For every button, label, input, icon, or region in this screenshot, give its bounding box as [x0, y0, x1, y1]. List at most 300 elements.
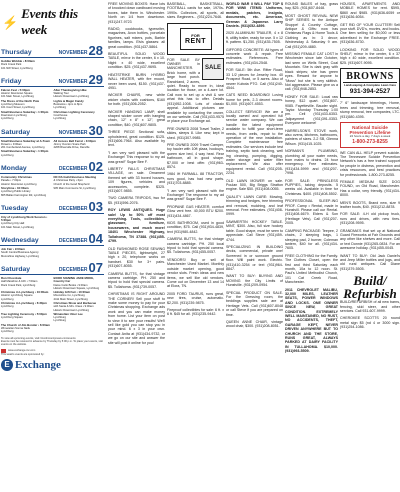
classified-ad[interactable]: [226, 110, 283, 176]
event-venue: Lynchburg: [1, 305, 14, 309]
event-item[interactable]: [1, 89, 51, 99]
classified-ad-text: 1984 IH FARMALL 88 TRACTOR, runs good, has had new parts. (931)703-8885.: [167, 172, 224, 186]
classified-ad-text: LOOKING FOR SOLID WOOD SHELF, mirror in the center, 6 x 37 high x 40 wide, excellent condition. $25. (931)607-9095.: [340, 47, 400, 65]
classified-ad-text: THREE PIECE Sectional sofa, upholstered, great condition. $125. (931)606-7964. Also available by text.: [108, 130, 165, 148]
classified-ad-text: GET RID OF YOUR CLUTTER! Sell your stuff. DVD's, movies, and books. One item selling for $0,000 or less advertised in the Exchange FREE. (931)636-8730.: [340, 22, 400, 45]
classified-ad-text: CHRISTMAS IS RIGHT AROUND THE CORNER! Sell your stuff to make some money to pay for your Christmas shopping. Exchange ads work and you can make money from home. List your item on post to view it to see your results! We'll sell like gold you can stop you in your mind. 6 x 3 in your own. Contact Anita at (931)434-9732, or we go on our site and answer the site will post it online for you!: [108, 292, 165, 345]
event-address: Historic Downtown Square, Lynchburg: [53, 286, 100, 290]
classified-ad-text: SPECIAL PRODUCT ON SALE. For the Dressing room, the beddings supplies sale are at Heritage Vets. Call (931)607-8048 or call Steve if you are prepared on time.: [226, 290, 283, 317]
events-title: Events this week: [21, 6, 78, 37]
classified-ad[interactable]: [340, 212, 400, 225]
event-title: Small Business Saturday at A-Town: [1, 138, 50, 143]
day-date: [58, 198, 103, 214]
site-icon: [1, 349, 6, 353]
event-address: 101 Court Street, Lynchburg: [1, 106, 35, 110]
event-item[interactable]: [1, 302, 51, 312]
classified-ad-text: SAWMERTIN HOCKEY TABLE. MINT, $300. Also, full size hockey table. Good shape, must be seen to appreciate. Call Steve (931)459-4744.: [226, 219, 283, 242]
events-panel: [0, 0, 104, 492]
build-line-1: Build/: [353, 273, 387, 289]
event-item[interactable]: [1, 140, 51, 150]
classified-ad-text: MISSING FEMALE CAT LOST in Winchester since late October, last seen on Wells Street, Coal Mountain. She is dark gray with black stripes; she has green eyes. Reward for anyone to "Moss" but she is very skittish. Not aggressive. Please give us a call. (931)948-2853.: [285, 52, 338, 92]
classified-ad[interactable]: [226, 245, 283, 271]
day-number: 03: [88, 198, 103, 214]
event-item[interactable]: [54, 140, 104, 150]
classified-ad[interactable]: [285, 95, 338, 126]
classified-ad[interactable]: [340, 48, 400, 66]
classified-ad[interactable]: [285, 254, 338, 285]
event-address: Historic Downtown Lynchburg: [53, 95, 89, 99]
classified-ad[interactable]: [167, 127, 224, 140]
event-item[interactable]: [1, 111, 51, 121]
day-number: 02: [88, 159, 103, 175]
event-venue: Lynchburg Public Library: [1, 190, 31, 194]
day-date: [58, 122, 103, 138]
day-date: [59, 45, 103, 56]
classified-ad[interactable]: [108, 27, 165, 49]
event-venue: with Santa & Mrs. Claus • 9:00am: [53, 305, 94, 309]
day-header: [0, 259, 104, 275]
classified-ad[interactable]: [108, 247, 165, 269]
classified-ad[interactable]: [340, 101, 400, 119]
site-link[interactable]: www.exchange-inc.com: [8, 348, 36, 352]
day-number: 04: [88, 231, 103, 247]
classified-ad[interactable]: [285, 129, 338, 147]
event-item[interactable]: [54, 313, 104, 323]
event-title: Christmas in Lynchburg • 6:30pm: [1, 300, 47, 305]
classified-ad[interactable]: [226, 2, 283, 28]
classified-ad[interactable]: [167, 172, 224, 185]
classified-ad[interactable]: [108, 73, 165, 91]
event-grid: [0, 138, 104, 157]
classified-ad-text: 2020 ALUMINUM TRAILER, 4 x 8 ft, utility trailer, ready for use. 5 x 12 ft. pattern. $1,250. (931)435-7505.: [226, 31, 283, 45]
event-title: After Thanksgiving Hike: [53, 87, 87, 92]
classified-ad-text: WICKER CHAIRS, new white wicker chairs with cushions, $160 for both. (931)306-2052.: [108, 93, 165, 107]
day-month: DECEMBER: [58, 238, 88, 245]
event-venue: Historic Downtown Square: [1, 92, 33, 96]
day-name: Thursday: [1, 49, 32, 56]
day-header: [0, 71, 104, 87]
classified-ad-text: FREE MOVING BOXES: Have lots of knocked down cardboard moving boxes, take them in. Winchester. North on 1/4 from downtown. (931)247-9723: [108, 2, 165, 24]
event-day: [0, 233, 104, 258]
classified-ad[interactable]: [226, 195, 283, 217]
event-grid: [0, 214, 104, 229]
event-address: 201 Cumberland Avenue, Lynchburg: [1, 146, 45, 150]
event-venue: Lynchburg Square: [1, 316, 23, 320]
classified-ad-text: MEN'S BOOTS, Brand new, size 9 leather boots, $40. (931)212-8878.: [340, 200, 400, 209]
event-title: Small Business Saturday • 1:00pm: [1, 109, 49, 114]
classified-ad-text: BUILD/REFURBISH of all new barns, fencing, skid steer, and other services. Call 931-607-9999.: [340, 300, 400, 314]
event-title: Lights & Magic Candy: [53, 98, 84, 103]
event-title: Christmas Show and Barbecue: [53, 300, 97, 305]
classified-ad-text: PROPANE GAS HEATER, comfort Glow vent free. 40,000 BTU $200. (931)434-4867.: [167, 204, 224, 218]
event-venue: Lynchburg: [53, 316, 66, 320]
classified-ad-text: CATS NEED BOARDING! Loving home for pets, 2-3 decent rooms. $1,000. (931)607-4553.: [226, 93, 283, 107]
event-title: NC DA Guild Business Meeting: [53, 175, 97, 180]
day-date: [58, 159, 103, 175]
events-header: [0, 0, 104, 41]
day-header: [0, 161, 104, 174]
classified-column-5: [340, 2, 400, 490]
event-address: 101 Main Street, Lynchburg: [1, 225, 34, 229]
event-title: Run Chocolate: [1, 275, 22, 280]
classified-ad-text: SPECIALIZING IN BUILDING decks, commercial, private one! Screened in or sunroom ground floor. Will paint work. Electric. (931)410-3254 or text (931)964-8847.: [226, 244, 283, 271]
event-item[interactable]: [1, 313, 51, 323]
exchange-logo: [0, 359, 104, 371]
rent-label: RENT: [184, 37, 207, 45]
classified-ad-text: WANT TO BUY: Old Jack Daniel's and Jeep Miller bottles and jugs, and old rural antiques. Call Diane (931)379-5505.: [340, 253, 400, 271]
event-title: BOOK SIGNING JADE MOKE, Country Car: [53, 275, 94, 284]
suicide-prevention-ad[interactable]: [340, 122, 400, 148]
classified-ad[interactable]: [226, 48, 283, 66]
event-address: Lynchburg: [1, 330, 14, 334]
classified-ad[interactable]: [167, 258, 224, 289]
event-address: Lynchburg: [1, 117, 14, 121]
event-item[interactable]: [1, 277, 51, 290]
classified-ad[interactable]: [340, 229, 400, 251]
classified-ad-text: WE CAN ALL HELP prevent suicide. The Tennessee Suicide Prevention Network's has a free trained support for people in distress, prevention and crisis resources, and best practices for professionals. 1-800-273-8255.: [340, 150, 400, 177]
classified-ad[interactable]: [108, 93, 165, 106]
classified-ad-text: NORMAN'S PLUMBING, plumbing all your water needs, from mains to drains. 24 hour emergency. Free estimates. (931)434-5999 and (931)207-7998.: [285, 149, 338, 176]
browns-phone: 931-394-2527: [349, 88, 391, 96]
event-address: 905 Main Commerce St, Lynchburg: [53, 186, 96, 190]
event-day: [0, 122, 104, 157]
classified-ad[interactable]: [285, 2, 338, 11]
classified-ad[interactable]: [108, 196, 165, 205]
classified-ad-text: ROY LEWIS ANTIQUES. Huge sale! Up to 50% off most everything. Tools, collectibles, glassware, furniture, housewares, and much more! 18401 Winchester Highway, Tullahoma, TN 37388. (931)455-4799.: [108, 208, 165, 244]
classified-ad[interactable]: [108, 2, 165, 24]
classified-ad-text: HOUSES, APARTMENTS AND MOBILE HOMES for rent. $595, $860 and $985. (931)636-6059 or (931)636-6054.: [340, 2, 400, 20]
classified-ad-text: PRE OWNED 2009 Travel Camper, toy hauler with 10ft plaza, hookups, queen size bed, 4 way heat. Rear bathroom, all in good shape. $7,000 or best offer. (931)963-8574.: [167, 142, 224, 169]
classified-ad-text: CHEROKEE SCOTTS 20 round metal sign $5 (nd 4 or 3000 sign. (931)254-1086.: [340, 316, 400, 330]
event-venue: Lynchburg Museum: [1, 103, 25, 107]
classified-ad-text: QUALITY LAWN CARE: Mowing, trimming and hedges, tree trimming and removal, mulching, and leaf removal. Free estimates. (931)408-0999.: [226, 194, 283, 217]
build-line-2: Refurbish: [343, 286, 397, 302]
event-item[interactable]: [1, 60, 51, 70]
day-name: Saturday: [1, 128, 31, 136]
classified-ad-text: Fireproof collectibles for sale: 6 ft. x 6 ft. $45 for all. (931)235-9442.: [167, 307, 224, 317]
day-date: [58, 259, 103, 275]
classified-ad[interactable]: [285, 199, 338, 225]
sponsor-note: This week's events are sponsored by:: [1, 352, 45, 356]
exchange-logo-text: Exchange: [15, 358, 61, 371]
day-number: 07: [88, 259, 103, 275]
event-grid: [0, 58, 104, 70]
classified-ad-text: CAMPING PACKAGE: Teepee, 2 chairs, 2 sleeping bags, 1 sleeping pad, 2 burner, Coleman lantern, $40 for all. (931)434-7605.: [285, 228, 338, 251]
classified-ad[interactable]: [226, 179, 283, 192]
classified-ad[interactable]: [108, 208, 165, 243]
for-rent-sign: [180, 28, 212, 50]
classified-ad[interactable]: [167, 237, 224, 255]
classified-ad[interactable]: [226, 320, 283, 329]
event-venue: & Christmas Party • 6pm: [53, 179, 83, 183]
event-title: All Access Bell Ferret • 3:00pm: [53, 138, 96, 143]
event-grid: [0, 174, 104, 197]
event-venue: Downtown Lynchburg: [1, 113, 27, 117]
day-name: Saturday: [1, 265, 31, 273]
browns-subtitle: Landscaping & Complete Lawn Care: [343, 83, 396, 88]
footer-line-1[interactable]: To view all upcoming events, visit: lincolncountynews.com/events: [1, 336, 76, 340]
event-venue: Lynchburg City Hall: [1, 222, 25, 226]
event-title: Storytime • 10:00am: [1, 185, 29, 190]
event-item[interactable]: [1, 216, 51, 229]
event-address: Lynchburg: [1, 297, 14, 301]
event-address: Rock Creek Park, Lynchburg: [1, 283, 36, 287]
event-title: Tree Lighting Ceremony • 5:00pm: [1, 311, 47, 316]
classified-ad[interactable]: [226, 31, 283, 44]
event-title: Holiday Gift Fair • 10:00am: [53, 290, 91, 295]
classified-ad[interactable]: [108, 167, 165, 193]
event-venue: Rock Creek Park: [1, 63, 22, 67]
event-grid: [0, 246, 104, 258]
event-venue: Walking Tour: [53, 92, 69, 96]
event-item[interactable]: [54, 111, 104, 121]
classified-ad-text: WANT TO BUY: BUYING AND MOVING the City Limits of Hunstville. (931)209-0954.: [226, 274, 283, 288]
classified-ad[interactable]: [226, 93, 283, 106]
event-address: 805 Ballan Farmington Rd, Lynchburg: [1, 193, 47, 197]
day-name: Friday: [1, 77, 22, 85]
day-header: [0, 233, 104, 246]
classified-ad-text: ROUND BALES of hay, grass hay, $25. (931)607-8448.: [285, 2, 338, 11]
classified-ad-text: PRE OWNED 2008 Travel Trailer, 2 slides, sleeps 8. Like new, kept in shed. (931)307-9985.: [167, 126, 224, 140]
event-item[interactable]: [1, 100, 51, 110]
day-number: 28: [88, 43, 103, 58]
exchange-logo-icon: E: [1, 359, 13, 371]
classified-ad[interactable]: [108, 151, 165, 164]
classified-ad[interactable]: [167, 143, 224, 169]
classified-ad[interactable]: [340, 300, 400, 313]
classified-ad-text: COLLECT SERVICE! We are a locally owned and operated full service water company. We can handle the latest equipment available to fulfill your short-term needs, from wells, repair to the operation of the new installation. Complete maintenance free estimates. Our services include test training, septic tank cleaning, well ing cleaning, pumping, digging, water storage and water filter replacement. We also offer equipment rental. Call (931)205-2234.: [226, 109, 283, 176]
days-list: [0, 45, 104, 334]
event-venue: Half Marathon & 10K • 7:00am: [1, 280, 38, 284]
event-venue: Dame Carlo Books • 9:00am: [53, 283, 88, 287]
classified-ad[interactable]: [167, 292, 224, 305]
day-number: 29: [88, 71, 103, 87]
classified-ad-text: 7' 6" landscape trimmings, Home, trees and trimming, tree removal, stump removal, tree companies, LTC. (931)580-4395.: [340, 101, 400, 119]
events-footer: [0, 337, 104, 356]
browns-ad[interactable]: [340, 68, 400, 98]
event-title: Small Business Saturday • 1:00pm: [1, 149, 49, 154]
classified-ad[interactable]: [108, 52, 165, 70]
event-address: 101 Main Street, Lynchburg: [1, 95, 34, 99]
event-title: Christmas in Lynchburg • 10:00am: [1, 290, 49, 295]
classified-column-4: [285, 2, 338, 490]
event-item[interactable]: [54, 291, 104, 301]
event-item[interactable]: [1, 150, 51, 157]
classified-ad-text: 2011 CHEVROLET MALIBU, 32,000 MILES, LEATHER SEATS, POWER WINDOWS AND LOCKS. ONE OWNER SINCE NEW, GREAT CONDITION. EXTREMELY WELL MAINTAINED, NO RUST, NO ACCIDENTS, THEFT, GARAGE KEPT, NEVER DRIVEN ANYWHERE BUT TO CHURCH AND THE STORE, RUNS GREAT, ALWAYS PARKED AT DAIRY FACILITY IN TULLAHOMA. $10,000. (931)993-5509.: [285, 287, 338, 354]
classified-ad[interactable]: [285, 288, 338, 354]
event-venue: South Central Business Agency: [1, 251, 39, 255]
day-month: NOVEMBER: [58, 78, 88, 85]
classified-ad-text: PROFESSIONAL SLEEP-ING PROF. Camp • Rental, made in Hunstvill. Please call our Rental. (931)408-6679. Elders & Son (Heritage Vets), Call (931)207-2005.: [285, 199, 338, 226]
classified-ad-text: GIFFORD CONCRETE: All types of concrete work & repair. Free estimates. References. Free estimates. (931)434-2548.: [226, 47, 283, 65]
day-name: Monday: [1, 165, 27, 173]
event-address: 101 NW Street, Lynchburg: [1, 66, 33, 70]
classified-ad[interactable]: [167, 58, 224, 124]
classified-ad-text: OLD LAWN MOWER on sale. Poulan 500, Big Briggs Stratton engine. Sale $50. (931)408-0055.: [226, 178, 283, 192]
classified-column-2: [167, 2, 224, 490]
event-address: Historic Downtown Lynchburg: [1, 182, 37, 186]
event-item[interactable]: [54, 248, 104, 258]
classified-ad-text: VENDORS! Buy or sell at Manchester Used Market. Monthly outside market opening, good vendor slots. Fresh ideas and new items, we sell like old vendors. Come out on December 13 and 14 at Elora, TN.: [167, 257, 224, 289]
browns-name: BROWNS: [343, 71, 397, 83]
classified-ad[interactable]: [340, 23, 400, 45]
event-address: 4411 Main Street, Lynchburg: [53, 297, 88, 301]
footer-line-2: Events must be received in advance by Thursday by 5:00 p.m. To place your events, visit events on the website.: [1, 339, 103, 347]
day-date: [58, 71, 103, 87]
classified-ad[interactable]: [285, 149, 338, 175]
event-day: [0, 259, 104, 334]
classified-ad[interactable]: [226, 68, 283, 90]
event-title: Job Fair • 9:00am: [1, 247, 25, 252]
classified-ad-text: CAMERA BUTTS, for that vintage camera cartridge. PH. 250 and tripod to hold that special camera. $5. Tullahoma. (931)739-0057.: [108, 271, 165, 289]
classified-ad[interactable]: [108, 292, 165, 345]
classified-ad[interactable]: [167, 2, 224, 20]
event-item[interactable]: [54, 277, 104, 290]
event-day: [0, 71, 104, 121]
event-address: Lynchburg: [53, 319, 66, 323]
day-month: NOVEMBER: [58, 129, 88, 136]
event-item[interactable]: [54, 216, 104, 229]
event-item[interactable]: [54, 187, 104, 197]
classified-ad-text: BASEBALL, BASKETBALL, FOOTBALL cards for sale, 1970s-1990s. Collectors, all sports, all sizes. Beginners... (931)224-7646.: [167, 2, 224, 20]
event-item[interactable]: [54, 176, 104, 186]
event-grid: [0, 87, 104, 121]
classified-ad-text: HARRELSON'S STOVE work, also ovens, kitchens, bathrooms, painters of sizes. 2-2 SB, Glenna Wilson. (931)415-1025.: [285, 128, 338, 146]
classified-ad-text: WORLD WAR II WILL PAY TOP $ FOR WWII ITEMS: Uniforms, medals, patches, insignia, documents, etc. American, German & Japanese. Larry Daniels. (931)652-4899.: [226, 2, 283, 29]
day-name: Wednesday: [1, 237, 39, 245]
classified-ad[interactable]: [108, 130, 165, 148]
event-item[interactable]: [1, 176, 51, 186]
day-number: 30: [88, 122, 103, 138]
classified-ad[interactable]: [340, 2, 400, 20]
classified-ad-text: QUEEN ANNE CHAIR, vintage wood chair, $300. (931)208-8051.: [226, 320, 283, 329]
classified-ad-text: CAMERA BUTTS, for that vintage camera cartridge. PH. 250 local tripod to hold that special camera. $5. Tullahoma. (931)455-0057.: [167, 237, 224, 255]
day-month: DECEMBER: [58, 205, 88, 212]
event-title: Christmas Lighting Ceremony: [53, 109, 95, 114]
classified-ad[interactable]: [340, 151, 400, 177]
day-header: [0, 198, 104, 214]
classified-column-1: [108, 2, 165, 490]
day-date: [58, 231, 103, 247]
event-item[interactable]: [1, 324, 51, 334]
classified-ad[interactable]: [167, 189, 224, 202]
event-item[interactable]: [54, 60, 104, 70]
classified-ad-text: HEATSTRIKE BURN HYBRID WALL HEATER, with fire mount, never been used, $150. (931)437-4951.: [108, 72, 165, 90]
event-title: Falcon Fest • 5:00pm: [1, 87, 30, 92]
event-address: 4208 Riverside Drive, Danville: [53, 146, 90, 150]
event-item[interactable]: [1, 248, 51, 258]
classified-ad[interactable]: [285, 14, 338, 49]
classified-ad-text: FOR SALE: PRINGLESS PUPPIES, taking deposits. 5 weeks old. Available in time for Christmas. $400. (931)408-5502.: [285, 178, 338, 196]
event-venue: Parade • 7:00pm: [1, 179, 22, 183]
classified-ad[interactable]: [285, 229, 338, 251]
day-header: [0, 45, 104, 58]
event-title: Gobble Wobble • 8:00am: [1, 59, 35, 63]
event-title: Wimarelian Ulcer Lee: [53, 311, 83, 316]
event-item[interactable]: [1, 291, 51, 301]
classified-ad[interactable]: [108, 110, 165, 128]
nsp-title: National Suicide Prevention Lifeline: [349, 124, 391, 135]
classified-ad-text: GRANDMA'S that set up at National Guard Fireworks at Fair Grounds and any other like shelves and more. Call or text Donnie (931)265-0834. For an awesome holiday. (931)455-0045.: [340, 228, 400, 251]
nsp-text: 24 hours a day, 7 days a week: [349, 133, 391, 138]
classified-ad-text: BEAUTIFUL SOLID WOOD TABLE, mirror in the center, 6 x 10. Night x 40 wide, excellent condition. $25. (931)437-9695.: [108, 52, 165, 70]
event-title: City of Lynchburg Work Session • 5:00pm: [1, 214, 48, 223]
classified-column-3: [226, 2, 283, 490]
classified-ad-text: "I am very well pleased with the Exchange! The response to my ad was great!" Sugar Bee F.: [167, 188, 224, 202]
event-venue: Moonshine Co, Lynchburg: [53, 294, 85, 298]
classified-ad-text: OLD FASHIONED ROSE SEWING TABLE PIECES, lightweight, 27 high x 20, telephone works on handset. $30 for 3+ pairs. (931)607-8055.: [108, 246, 165, 269]
classified-ad[interactable]: [340, 316, 400, 329]
for-sale-sign: SALE: [202, 58, 224, 80]
lightning-icon: ⚡: [2, 14, 19, 30]
event-title: The Dress of the North Pole: [1, 98, 40, 103]
day-name: Tuesday: [1, 204, 29, 212]
classified-ad[interactable]: [285, 52, 338, 92]
event-title: Community Christmas: [1, 175, 32, 180]
classified-ad[interactable]: [340, 254, 400, 272]
event-day: [0, 161, 104, 197]
classified-ad-text: HONEY FOR SALE: Local raw honey, $12 quart. (931)607-9085. Fayetteville. Bauder sight. Taylor. Monday Thursday 1:00 pm. Cell (931)433-6353. Jalipayment (931)391-0353. Everyone welcome!: [285, 94, 338, 126]
classified-ad[interactable]: [285, 179, 338, 197]
classified-ad-text: FREE CLOTHING for the Family. The Clothes Closet, open the first and third Saturday each month, 10a to 12 noon. St. Paul's United Methodist Church, 101 Cat Creek Road, Manchester.: [285, 253, 338, 285]
classified-ad-text: FOR SALE: 4-H old pickup truck, runs and drives, with new tires. (931)208-9595.: [340, 212, 400, 226]
classified-ad-text: LIBERTY FALLS CHRISTMAS VILLAGE, on sale. Ornament themed set with 33 boxed houses, 109 figures, vehicles and accessories, complete. $325. (931)607-9855.: [108, 167, 165, 194]
event-item[interactable]: [54, 100, 104, 110]
classified-ad[interactable]: [340, 180, 400, 198]
day-month: DECEMBER: [58, 166, 88, 173]
classified-ad[interactable]: [226, 274, 283, 287]
classified-ad-text: RADIO, cookbooks, typewriter, magazines, Avon bottles, porcelain figurines, salt mixers, pots, Barbie families, lamps. Elvis glasses: all great condition. (931)437-5864.: [108, 27, 165, 49]
event-venue: Courthouse: [53, 113, 68, 117]
event-venue: Jimmy Overton Snare Park: [53, 142, 86, 146]
event-address: Lynchburg: [53, 106, 66, 110]
event-venue: Wimarelian Sonna Nadu: [1, 327, 31, 331]
for-label: FOR: [191, 32, 200, 38]
day-header: [0, 122, 104, 138]
classified-ad-text: KIDS BATHROOM, used in good condition, $75. Call (931)934-4839, text (931)980-4842.: [167, 221, 224, 234]
day-month: DECEMBER: [58, 266, 88, 273]
event-venue: Historic Lynchburg Square: [1, 294, 33, 298]
event-item[interactable]: [1, 187, 51, 197]
event-venue: Bookstore • 4pm to 8pm: [53, 103, 83, 107]
build-refurbish-ad[interactable]: [340, 274, 400, 300]
classified-ad-text: 2005 FORD TAURUS, runs great, new tires, cruise, automatic. $2,200. (931)239-9875.: [167, 291, 224, 305]
day-month: NOVEMBER: [58, 50, 88, 56]
event-address: Lynchburg: [53, 117, 66, 121]
classified-ad-text: FOR SALE: 5th Ave. Ritter Road, 33 1/2 pieces for Jewelry box. 40 Prospect Road, or 5 acres. Also of newer Kubota PTO. Call (931)240-4544.: [226, 68, 283, 90]
event-item[interactable]: [54, 302, 104, 312]
classified-ad[interactable]: [167, 205, 224, 218]
classified-ad[interactable]: [167, 221, 224, 234]
event-item[interactable]: [54, 150, 104, 157]
classified-ad-text: "I am very well pleased with the Exchange! This response to my ad was great!" Sugar Bee F.: [108, 150, 165, 164]
event-address: Moonshine Highway, Lynchburg: [1, 254, 39, 258]
event-grid: [0, 275, 104, 334]
nsp-phone: 1-800-273-8255: [352, 138, 388, 145]
classified-ad-text: MOST GHOST REVIVAL NEW SHIP SERIES to the Antique Shoppe! A Country Cottage, Antique & Gifts: now has Christmas Flags & Home Tools & Clothing as in: 3 decor; Wednesday & Saturday 9 am. Call (931)209-4880.: [285, 13, 338, 49]
classified-ad[interactable]: [340, 201, 400, 210]
event-day: [0, 198, 104, 229]
classified-ad[interactable]: [226, 220, 283, 242]
event-address: Historic Downtown Lynchburg: [53, 308, 89, 312]
for-rent-ad[interactable]: [167, 23, 224, 55]
classified-ad[interactable]: [167, 308, 224, 317]
classified-ad[interactable]: [108, 272, 165, 290]
event-item[interactable]: [54, 89, 104, 99]
event-venue: Lynchburg: [1, 153, 14, 157]
classified-ad[interactable]: [226, 291, 283, 317]
event-day: [0, 45, 104, 70]
